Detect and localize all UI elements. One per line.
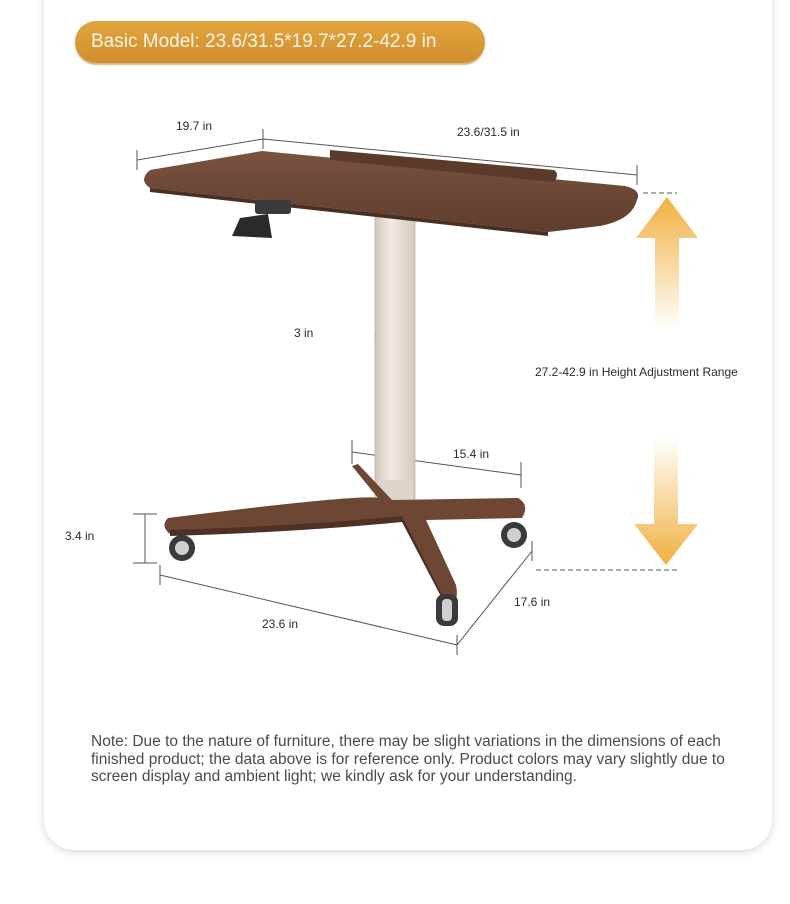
base-depth-label: 17.6 in [514, 595, 551, 609]
width-top-label: 23.6/31.5 in [457, 125, 520, 139]
desk-drawing [144, 150, 638, 626]
depth-top-label: 19.7 in [176, 119, 213, 133]
disclaimer-note: Note: Due to the nature of furniture, there may be slight variations in the dimensions of each finished product; the data above is for reference only. Product colors may vary slightly due to screen display and ambient light; we kindly ask for your understanding. [91, 733, 725, 785]
column-label: 3 in [294, 326, 314, 340]
height-arrows [634, 197, 698, 565]
model-badge-text: Basic Model: 23.6/31.5*19.7*27.2-42.9 in [91, 31, 437, 52]
base-width-label: 23.6 in [262, 617, 299, 631]
foot-half-label: 15.4 in [453, 447, 490, 461]
up-arrow-icon [636, 197, 698, 330]
height-range-label: 27.2-42.9 in Height Adjustment Range [535, 365, 738, 379]
caster-height-label: 3.4 in [65, 529, 95, 543]
down-arrow-icon [634, 438, 698, 565]
caster-wheels [169, 522, 527, 626]
